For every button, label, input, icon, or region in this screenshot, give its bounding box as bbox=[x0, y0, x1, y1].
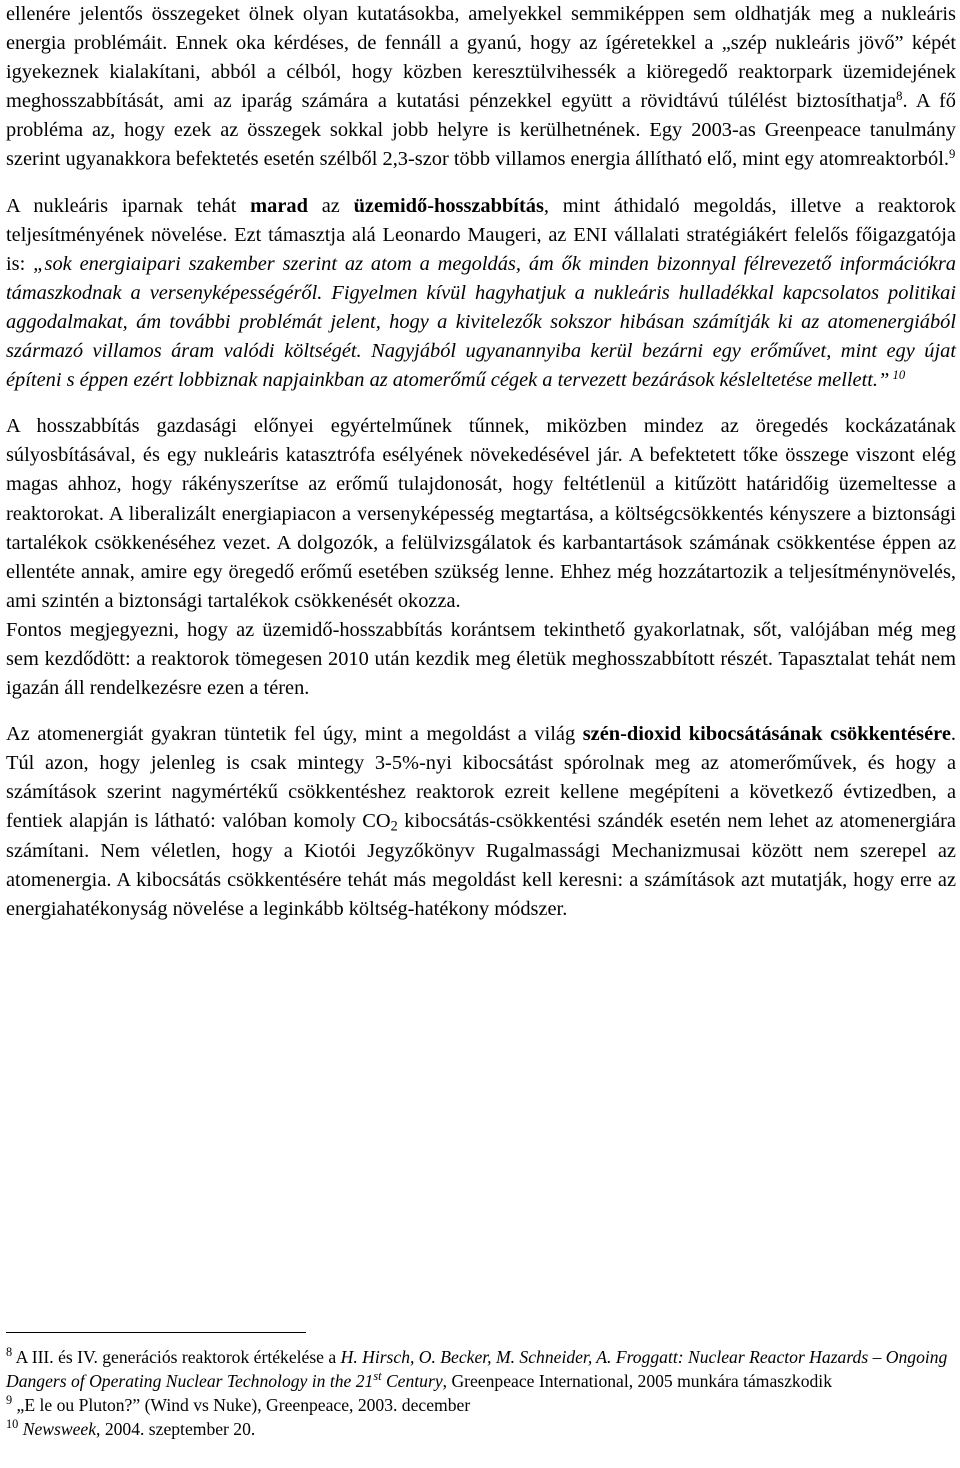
text-run: H. Hirsch, O. Becker, M. Schneider, A. Froggatt: Nuclear Reactor Hazards – Ongoing Dangers of Operating Nuclear Technology in the 21 bbox=[6, 1347, 948, 1391]
text-run: „sok energiaipari szakember szerint az atom a megoldás, ám ők minden bizonnyal félrevezető információkra támaszkodnak a versenyképességéről. Figyelmen kívül hagyhatjuk a nukleáris hulladékkal kapcsolatos politikai aggodalmakat, ám további problémát jelent, hogy a kivitelezők sokszor hibásan számítják ki az atomenergiából származó villamos áram valódi költségét. Nagyjából ugyanannyiba kerül bezárni egy erőművet, mint egy újat építeni s éppen ezért lobbiznak napjainkban az atomerőmű cégek a tervezett bezárások késleltetése mellett.” bbox=[6, 252, 956, 392]
text-run: „E le ou Pluton?” (Wind vs Nuke), Greenpeace, 2003. december bbox=[12, 1395, 471, 1415]
footnote-8 bbox=[6, 1345, 956, 1393]
text-run: 2 bbox=[390, 819, 398, 835]
paragraph-economic-advantages bbox=[6, 412, 956, 616]
text-run: 10 bbox=[889, 368, 906, 383]
text-run: . Túl azon, hogy jelenleg is csak mintegy 3-5%-nyi kibocsátást spórolnak meg az atomerőművek, és hogy a számítások szerint nagymértékű csökkentéshez reaktorok ezreit kellene megépíteni a következő évtizedben, a fentiek alapján is látható: valóban komoly CO bbox=[6, 723, 956, 833]
text-run: 8 bbox=[6, 1345, 13, 1360]
text-run: Az atomenergiát gyakran tüntetik fel úgy, mint a megoldást a világ bbox=[6, 723, 583, 746]
text-run: , Greenpeace International, 2005 munkára támaszkodik bbox=[442, 1371, 832, 1391]
text-run: Fontos megjegyezni, hogy az üzemidő-hosszabbítás korántsem tekinthető gyakorlatnak, sőt, valójában még meg sem kezdődött: a reaktorok tömegesen 2010 után kezdik meg életük meghosszabbított részét. Tapasztalat tehát nem igazán áll rendelkezésre ezen a téren. bbox=[6, 618, 956, 700]
text-run: Century bbox=[381, 1371, 443, 1391]
text-run: , mint áthidaló megoldás, illetve a reaktorok teljesítményének növelése. Ezt támasztja alá Leonardo Maugeri, az ENI vállalati stratégiákért felelős főigazgatója is: bbox=[6, 194, 956, 275]
text-run: üzemidő-hosszabbítás bbox=[353, 194, 544, 217]
text-run: 8 bbox=[896, 89, 903, 104]
text-run: 9 bbox=[6, 1393, 13, 1408]
text-run: ellenére jelentős összegeket ölnek olyan kutatásokba, amelyekkel semmiképpen sem oldhatják meg a nukleáris energia problémáit. Ennek oka kérdéses, de fennáll a gyanú, hogy az ígéretekkel a „szép nukleáris jövő” képét igyekeznek kialakítani, abból a célból, hogy közben keresztülvihessék a kiöregedő reaktorpark üzemidejének meghosszabbítását, ami az iparág számára a kutatási pénzekkel együtt a rövidtávú túlélést biztosíthatja bbox=[6, 3, 956, 113]
footnote-9 bbox=[6, 1393, 956, 1417]
text-run: 9 bbox=[948, 147, 956, 162]
text-run: az bbox=[307, 194, 354, 217]
text-run: A hosszabbítás gazdasági előnyei egyértelműnek tűnnek, miközben mindez az öregedés kockázatának súlyosbításával, és egy nukleáris katasztrófa esélyének növekedésével jár. A befektetett tőke összege viszont elég magas ahhoz, hogy rákényszerítse az erőmű tulajdonosát, hogy feltétlenül a kitűzött határidőig üzemeltesse a reaktorokat. A liberalizált energiapiacon a versenyképesség megtartása, a költségcsökkentés kényszere a biztonsági tartalékok csökkenéséhez vezet. A dolgozók, a felülvizsgálatok és karbantartások számának csökkentése éppen az ellentéte annak, amire egy öregedő erőmű esetében szükség lenne. Ehhez még hozzátartozik a teljesítménynövelés, ami szintén a biztonsági tartalékok csökkenését okozza. bbox=[6, 415, 956, 612]
footnote-separator bbox=[6, 1332, 306, 1333]
text-run: st bbox=[373, 1369, 382, 1384]
paragraph-co2-reduction bbox=[6, 720, 956, 924]
text-run: Newsweek bbox=[22, 1419, 97, 1439]
text-run: A III. és IV. generációs reaktorok értékelése a bbox=[12, 1347, 341, 1367]
body-text bbox=[6, 0, 956, 924]
text-run: A nukleáris iparnak tehát bbox=[6, 194, 251, 217]
text-run: , 2004. szeptember 20. bbox=[96, 1419, 256, 1439]
paragraph-research-spending bbox=[6, 0, 956, 175]
text-run: kibocsátás-csökkentési szándék esetén nem lehet az atomenergiára számítani. Nem véletlen, hogy a Kiotói Jegyzőkönyv Rugalmassági Mechanizmusai között nem szerepel az atomenergia. A kibocsátás csökkentésére tehát más megoldást kell keresni: a számítások azt mutatják, hogy erre az energiahatékonyság növelése a leginkább költség-hatékony módszer. bbox=[6, 810, 956, 920]
paragraph-lifetime-extension bbox=[6, 192, 956, 396]
footnote-10 bbox=[6, 1417, 956, 1441]
text-run: marad bbox=[250, 194, 308, 217]
text-run: szén-dioxid kibocsátásának csökkentésére bbox=[582, 723, 951, 746]
paragraph-no-experience bbox=[6, 616, 956, 703]
text-run: . A fő probléma az, hogy ezek az összegek sokkal jobb helyre is kerülhetnének. Egy 2003-as Greenpeace tanulmány szerint ugyanakkora befektetés esetén szélből 2,3-szor több villamos energia állítható elő, mint egy atomreaktorból. bbox=[6, 90, 956, 171]
footnotes bbox=[6, 1332, 956, 1441]
text-run: 10 bbox=[6, 1417, 19, 1432]
